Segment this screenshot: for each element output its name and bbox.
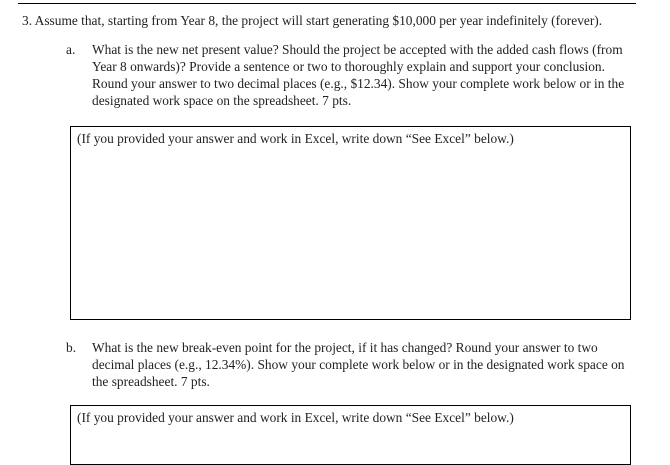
part-a-text: What is the new net present value? Should the project be accepted with the added cash flows (from Year 8 onwards)? Provide a sentence or two to thoroughly explain and support your conclusion. Round your answer to two decimal places (e.g., $12.34). Show your complete work below or in the designated work space on the spreadsheet. 7 pts. <box>92 42 625 108</box>
part-a-letter: a. <box>66 42 76 57</box>
part-b-text: What is the new break-even point for the project, if it has changed? Round your answer to two decimal places (e.g., 12.34%). Show your complete work below or in the designated work space on the spreadsheet. 7 pts. <box>92 340 625 389</box>
part-a-question <box>66 41 626 109</box>
part-a-answer-area[interactable] <box>75 151 626 315</box>
top-divider <box>18 3 636 4</box>
part-a-answer-box[interactable] <box>70 126 631 320</box>
question-stem: 3. Assume that, starting from Year 8, the project will start generating $10,000 per year indefinitely (forever). <box>22 13 603 28</box>
part-b-letter: b. <box>66 340 77 355</box>
part-b-question <box>66 339 626 390</box>
part-b-answer-area[interactable] <box>75 430 626 460</box>
part-b-answer-box[interactable] <box>70 405 631 465</box>
part-b-answer-hint: (If you provided your answer and work in Excel, write down “See Excel” below.) <box>77 410 514 425</box>
part-a-answer-hint: (If you provided your answer and work in Excel, write down “See Excel” below.) <box>77 131 514 146</box>
